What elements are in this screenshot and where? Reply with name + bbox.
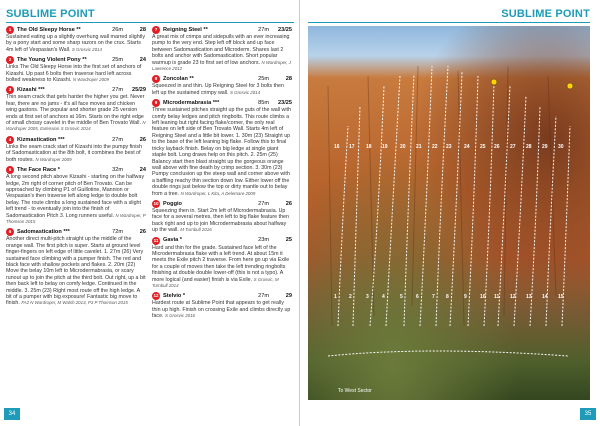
topo-route-label: 22 xyxy=(432,144,438,150)
route-name: The Young Violent Pony ** xyxy=(17,57,87,64)
route-grade: 28 xyxy=(139,26,146,33)
route-entry xyxy=(6,56,146,83)
route-description xyxy=(152,83,292,96)
first-ascent: N Wardroper 2005, Extension S Grosvic 2014 xyxy=(6,120,146,132)
topo-route-label: 5 xyxy=(400,294,403,300)
topo-route-label: 26 xyxy=(494,144,500,150)
topo-route-label: 24 xyxy=(464,144,470,150)
route-heading xyxy=(152,75,292,83)
route-number-marker: 6 xyxy=(6,228,14,236)
route-entry xyxy=(6,86,146,132)
route-number-marker: 7 xyxy=(152,26,160,34)
route-description xyxy=(6,34,146,53)
route-name: The Face Race * xyxy=(17,166,60,173)
topo-route-label: 1 xyxy=(334,294,337,300)
crag-topo-photo xyxy=(308,26,590,400)
route-description-text: Thin seam crack that gets harder the higher you get. Never fear, there are no jams - it's all face moves and chicken wing gastons. The popular and shorter grade 25 version ends at first set of anchors at 16m. Starts on the right edge of small chossy cavelet in the middle of Ben Trovato Wall. xyxy=(6,94,145,127)
route-entry xyxy=(152,75,292,96)
first-ascent: S Grosvic, M Turnbull 2014 xyxy=(152,276,279,288)
route-grade: 24 xyxy=(139,166,146,173)
topo-route-label: 29 xyxy=(542,144,548,150)
route-grade: 25 xyxy=(285,237,292,244)
first-ascent: N Wardroper, P Thomson 2015 xyxy=(6,212,146,224)
route-heading xyxy=(152,99,292,107)
topo-route-label: 8 xyxy=(446,294,449,300)
route-name: Kizashi *** xyxy=(17,87,45,94)
route-description-text: Hard and thin for the grade. Sustained face left of the Microdermabrasia flake with a left trend. At about 15m it meets the Exile pitch 2 traverse. From here go up via Exile for a couple of moves then take the left trending ringbolts finishing at double double lower-off (this is not a typo). A more logical (and easier) finish is via Exile. xyxy=(152,244,290,283)
route-entry xyxy=(6,228,146,306)
route-description-text: Links the seam crack start of Kizashi into the pumpy finish of Sadomastication at the 8th bolt, it combines the best of both routes. xyxy=(6,143,143,163)
route-description-text: Squeezing then in. Start 2m left of Microdermabrasia. Up face for a several metres, then left to big flake feature then back right and up to join Microdermabrasia about halfway up the wall. xyxy=(152,207,289,234)
page-number-right: 35 xyxy=(580,408,596,420)
route-heading xyxy=(6,86,146,94)
route-description-text: Three sustained pitches straight up the guts of the wall with comfy belay ledges and pitch ringbolts. This route climbs a left leaning but right facing flake/corner, the only real feature on left side of Ben Trovato Wall. Starts 4m left of Reigning Steel and a little bit lower. 1. 30m (23) Straight up to the base of the left leaning big flake. Follow this to final tricky layback finish. Belay on big ledge at single giant staple bolt. Long draws help on this pitch. 2. 25m (25) Balancy start then blast straight up the gorgeous orange wall above with fine death by crimp section. 3. 30m (23) Pumpy conclusion up the steep wall and corner above with a baffling reachy thin section down low. Either lower off the double rings just below the top or dirty mantle out to belay from a tree. xyxy=(152,107,291,197)
topo-route-label: 27 xyxy=(510,144,516,150)
topo-route-label: 20 xyxy=(400,144,406,150)
header-rule-right xyxy=(308,22,590,23)
topo-route-label: 12 xyxy=(510,294,516,300)
route-heading xyxy=(152,200,292,208)
route-length: 32m xyxy=(112,166,123,173)
route-description xyxy=(6,236,146,306)
route-name: Gavia * xyxy=(163,237,182,244)
topo-route-label: 13 xyxy=(526,294,532,300)
route-number-marker: 5 xyxy=(6,166,14,174)
route-column-left xyxy=(6,26,146,310)
topo-route-label: 23 xyxy=(446,144,452,150)
route-description-text: Squeezed in and thin. Up Reigning Steel for 3 bolts then left up the sustained crimpy wall. xyxy=(152,83,284,96)
topo-route-label: 6 xyxy=(416,294,419,300)
header-rule-left xyxy=(6,22,294,23)
topo-route-label: 28 xyxy=(526,144,532,150)
route-description-text: Hardest route at Sublime Point that appears to get really thin up high. Finish on crossing Exile and climbs directly up face. xyxy=(152,300,291,320)
right-page xyxy=(300,0,600,426)
route-description-text: Links The Old Sleepy Horse into the first set of anchors of Kizashi. Up past 6 bolts then traverse hard left across bolted weakness to Kizashi. xyxy=(6,64,142,84)
route-length: 25m xyxy=(258,76,269,83)
route-number-labels xyxy=(334,26,564,300)
route-number-marker: 11 xyxy=(153,237,159,243)
route-length: 27m xyxy=(112,87,123,94)
route-entry xyxy=(152,200,292,234)
route-number-marker: 12 xyxy=(153,293,159,299)
topo-route-label: 10 xyxy=(480,294,486,300)
route-grade: 26 xyxy=(139,136,146,143)
topo-route-label: 3 xyxy=(366,294,369,300)
topo-route-label: 17 xyxy=(349,144,355,150)
topo-route-label: 14 xyxy=(542,294,548,300)
first-ascent: S Grosvic 2016 xyxy=(164,313,195,319)
route-number-marker: 4 xyxy=(6,136,14,144)
route-name: Poggio xyxy=(163,200,182,207)
first-ascent: N Wardroper, L Kita, A Delemare 2009 xyxy=(180,190,256,196)
route-description xyxy=(152,208,292,234)
route-description xyxy=(152,300,292,319)
first-ascent: S Grosvic 2014 xyxy=(230,89,261,95)
route-length: 27m xyxy=(258,200,269,207)
topo-route-label: 19 xyxy=(382,144,388,150)
route-heading xyxy=(6,166,146,174)
route-entry xyxy=(152,26,292,72)
route-column-middle xyxy=(152,26,292,323)
topo-route-label: 15 xyxy=(558,294,564,300)
route-number-marker: 2 xyxy=(6,56,14,64)
route-description-text: Another direct multi-pitch straight up the middle of the orange wall. The first pitch is super. Starts at ground level finger-fingers on left edge of little cavelet. 1. 27m (26) Very sustained face climbing with a pumper finish. The red and black face with shallow pockets and flakes. 2. 20m (22) Move the belay 10m left to Microdermabrasia, or scary runout up to join the pitch at the third bolt. Out right, up a bit then back left to belay on comfy ledge. Continued in the middle. 3. 25m (23) Right most route off the high ledge. A bit of a pumper with big exposure! Fantastic big move to finish. xyxy=(6,236,146,307)
route-heading xyxy=(152,292,292,300)
route-heading xyxy=(6,136,146,144)
route-description xyxy=(152,34,292,72)
first-ascent: N Wardroper 2009 xyxy=(35,156,72,162)
route-heading xyxy=(152,237,292,245)
route-name: The Old Sleepy Horse ** xyxy=(17,26,81,33)
topo-overlay xyxy=(308,26,590,400)
topo-route-label: 11 xyxy=(494,294,500,300)
route-number-marker: 8 xyxy=(152,75,160,83)
route-grade: 25/29 xyxy=(132,87,146,94)
topo-route-label: 25 xyxy=(480,144,486,150)
route-length: 72m xyxy=(112,229,123,236)
first-ascent: N Wardroper, J Lawrence 2012 xyxy=(152,59,291,72)
route-number-marker: 9 xyxy=(152,99,160,107)
page-title-left: SUBLIME POINT xyxy=(6,8,95,20)
route-length: 26m xyxy=(112,26,123,33)
topo-route-label: 21 xyxy=(416,144,422,150)
first-ascent: M Turnbull 2016 xyxy=(180,227,212,233)
photo-caption: To West Sector xyxy=(338,388,372,394)
route-description xyxy=(6,64,146,83)
route-description xyxy=(152,107,292,197)
route-length: 85m xyxy=(258,100,269,107)
route-entry xyxy=(152,237,292,290)
route-number-marker: 3 xyxy=(6,86,14,94)
route-heading xyxy=(6,56,146,64)
anchor-markers xyxy=(491,79,573,89)
route-grade: 23/25 xyxy=(278,100,292,107)
route-description-text: A long second pitch above Kizashi - starting on the halfway ledge, 2m right of corner pitch of Ben Trovato. Can be approached by climbing P1 of Guillotine, Mannion or Vespasian's then traverse left along ledge to double bolt belay. The route climbs a long sustained face with a slight left trend - to eventually join into the finish of Sadomastication Pitch 3. Long runners useful. xyxy=(6,174,145,219)
route-heading xyxy=(6,26,146,34)
route-length: 27m xyxy=(258,293,269,300)
route-name: Kizmastication *** xyxy=(17,136,65,143)
route-name: Reigning Steel ** xyxy=(163,26,208,33)
route-name: Sadomastication *** xyxy=(17,229,70,236)
route-entry xyxy=(152,292,292,319)
route-name: Microdermabrasia *** xyxy=(163,100,220,107)
first-ascent: S Grosvic 2014 xyxy=(71,46,102,52)
route-heading xyxy=(152,26,292,34)
first-ascent: N Wardroper 2009 xyxy=(72,77,109,83)
page-title-right: SUBLIME POINT xyxy=(501,8,590,20)
route-description-text: A great mix of crimps and sidepulls with an ever increasing pump to the very end. Step left off block and up face between Sadomastication and Microderm. Shares last 2 bolts and anchor with Sadomastication. Short popular warmup is grade 23 to first set of low anchors. xyxy=(152,34,290,66)
route-name: Stelvio * xyxy=(163,293,186,300)
route-description xyxy=(152,245,292,290)
route-entry xyxy=(6,136,146,163)
route-description xyxy=(6,174,146,225)
route-grade: 28 xyxy=(285,76,292,83)
page-number-left: 34 xyxy=(4,408,20,420)
route-length: 23m xyxy=(258,237,269,244)
route-grade: 23/25 xyxy=(278,26,292,33)
route-heading xyxy=(6,228,146,236)
route-number-marker: 1 xyxy=(6,26,14,34)
route-entry xyxy=(152,99,292,197)
topo-route-label: 16 xyxy=(334,144,340,150)
route-entry xyxy=(6,166,146,225)
route-description-text: Sustained eating up a slightly overhung wall marred slightly by a pony start and some sharp razors on the crux. Starts 4m left of Vespasian's Wall. xyxy=(6,34,145,53)
topo-route-label: 9 xyxy=(464,294,467,300)
route-entry xyxy=(6,26,146,53)
route-length: 27m xyxy=(258,26,269,33)
route-grade: 26 xyxy=(285,200,292,207)
topo-route-label: 30 xyxy=(558,144,564,150)
route-description xyxy=(6,94,146,132)
topo-route-label: 7 xyxy=(432,294,435,300)
route-number-marker: 10 xyxy=(153,200,159,206)
topo-route-label: 2 xyxy=(349,294,352,300)
route-length: 27m xyxy=(112,136,123,143)
route-length: 25m xyxy=(112,57,123,64)
route-grade: 26 xyxy=(139,229,146,236)
route-name: Zoncolan ** xyxy=(163,76,194,83)
route-grade: 24 xyxy=(139,57,146,64)
route-grade: 29 xyxy=(285,293,292,300)
topo-route-label: 4 xyxy=(382,294,385,300)
route-description xyxy=(6,144,146,163)
first-ascent: FA2 N Wardroper, M Walsh 2013, P3 P Thomson 2015 xyxy=(21,300,128,306)
topo-route-label: 18 xyxy=(366,144,372,150)
